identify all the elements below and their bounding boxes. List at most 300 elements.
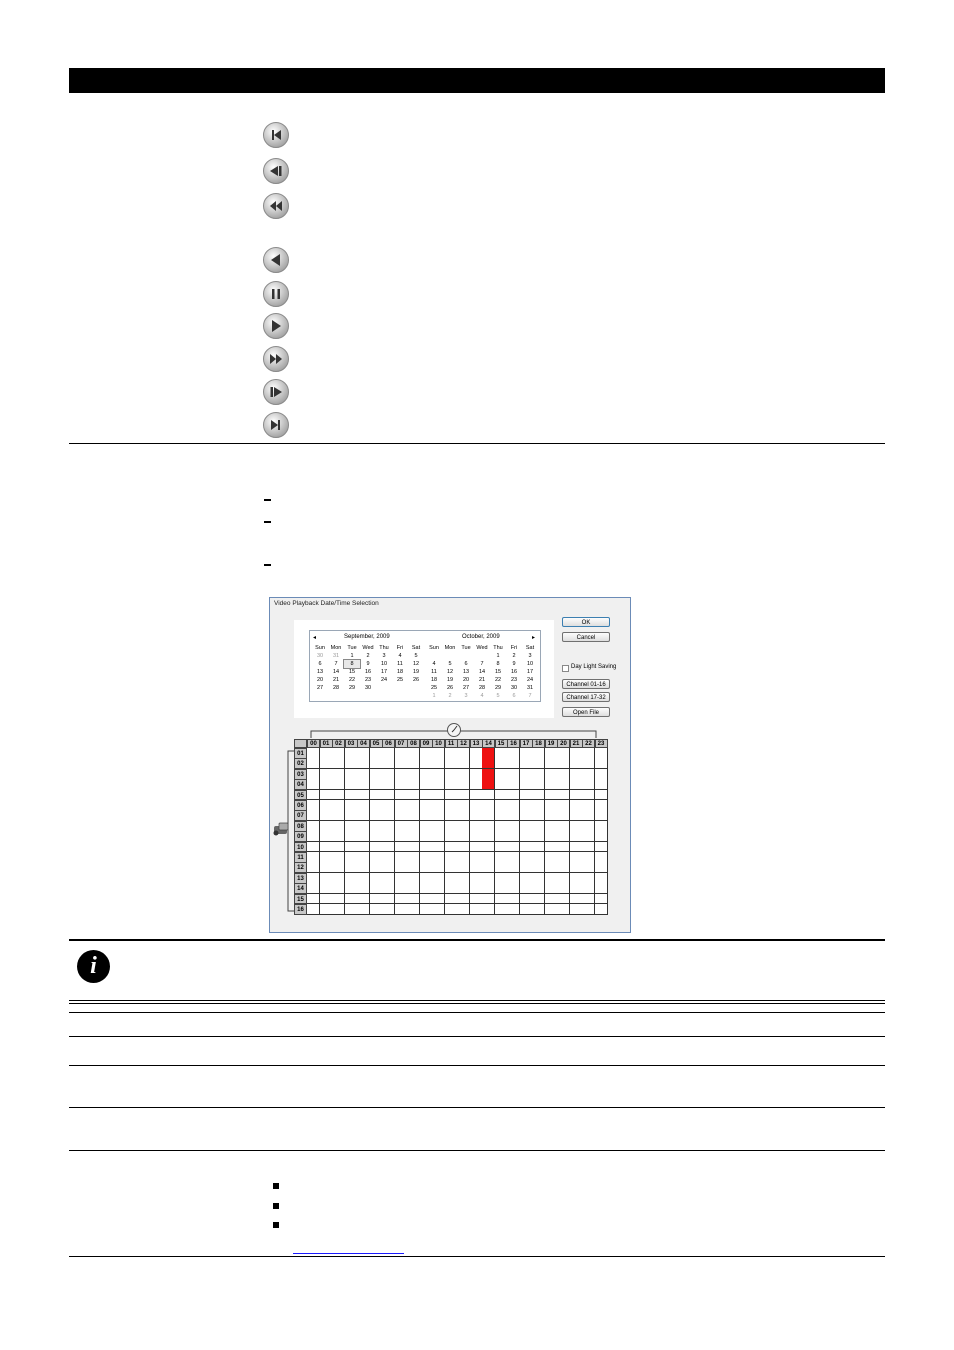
schedule-cell[interactable]	[470, 758, 483, 769]
calendar-day[interactable]: 9	[512, 661, 516, 667]
schedule-cell[interactable]	[545, 894, 558, 905]
schedule-cell[interactable]	[345, 810, 358, 821]
calendar-day[interactable]: 2	[512, 653, 516, 659]
schedule-cell[interactable]	[532, 779, 545, 790]
schedule-cell[interactable]	[432, 842, 445, 853]
schedule-cell[interactable]	[457, 748, 470, 759]
schedule-cell[interactable]	[432, 831, 445, 842]
schedule-cell[interactable]	[545, 842, 558, 853]
schedule-cell[interactable]	[582, 852, 595, 863]
calendar-day[interactable]: 23	[364, 677, 372, 683]
channel-header[interactable]: 07	[294, 810, 307, 821]
schedule-cell[interactable]	[582, 769, 595, 780]
schedule-cell[interactable]	[432, 748, 445, 759]
schedule-cell[interactable]	[470, 769, 483, 780]
schedule-cell[interactable]	[307, 769, 320, 780]
schedule-cell[interactable]	[407, 800, 420, 811]
schedule-cell[interactable]	[457, 842, 470, 853]
schedule-cell[interactable]	[432, 904, 445, 915]
schedule-cell[interactable]	[507, 862, 520, 873]
schedule-cell[interactable]	[357, 790, 370, 801]
schedule-cell[interactable]	[470, 894, 483, 905]
calendar-day[interactable]: 22	[494, 677, 502, 683]
schedule-cell[interactable]	[332, 894, 345, 905]
schedule-cell[interactable]	[557, 831, 570, 842]
schedule-cell[interactable]	[307, 873, 320, 884]
schedule-cell[interactable]	[320, 821, 333, 832]
calendar-day[interactable]: 4	[432, 661, 436, 667]
schedule-cell[interactable]	[470, 779, 483, 790]
schedule-cell[interactable]	[345, 790, 358, 801]
schedule-cell[interactable]	[495, 800, 508, 811]
schedule-cell[interactable]	[407, 769, 420, 780]
schedule-cell[interactable]	[507, 748, 520, 759]
schedule-cell[interactable]	[557, 779, 570, 790]
schedule-cell[interactable]	[445, 904, 458, 915]
schedule-cell[interactable]	[532, 748, 545, 759]
schedule-cell[interactable]	[507, 810, 520, 821]
channel-header[interactable]: 08	[294, 821, 307, 832]
schedule-cell[interactable]	[457, 894, 470, 905]
calendar-day[interactable]: 31	[526, 685, 534, 691]
schedule-cell[interactable]	[307, 883, 320, 894]
schedule-cell[interactable]	[557, 810, 570, 821]
schedule-cell[interactable]	[420, 790, 433, 801]
schedule-cell[interactable]	[382, 769, 395, 780]
schedule-cell[interactable]	[357, 904, 370, 915]
schedule-cell[interactable]	[457, 810, 470, 821]
day-light-saving-checkbox[interactable]	[562, 665, 569, 672]
schedule-cell[interactable]	[370, 800, 383, 811]
calendar-day[interactable]: 5	[496, 693, 500, 699]
schedule-cell[interactable]	[545, 748, 558, 759]
calendar-day[interactable]: 8	[344, 660, 360, 668]
hour-header[interactable]: 21	[570, 739, 583, 748]
schedule-cell[interactable]	[482, 883, 495, 894]
calendar-day[interactable]: 29	[348, 685, 356, 691]
calendar-day[interactable]: 18	[396, 669, 404, 675]
schedule-cell[interactable]	[470, 862, 483, 873]
schedule-cell[interactable]	[532, 904, 545, 915]
schedule-cell[interactable]	[445, 790, 458, 801]
schedule-cell[interactable]	[395, 758, 408, 769]
calendar-day[interactable]: 16	[510, 669, 518, 675]
calendar-day[interactable]: 13	[462, 669, 470, 675]
calendar-day[interactable]: 16	[364, 669, 372, 675]
schedule-cell[interactable]	[345, 852, 358, 863]
hour-header[interactable]: 23	[595, 739, 608, 748]
schedule-cell[interactable]	[470, 842, 483, 853]
schedule-cell[interactable]	[420, 758, 433, 769]
schedule-cell[interactable]	[595, 779, 608, 790]
hour-header[interactable]: 06	[382, 739, 395, 748]
calendar-day[interactable]: 28	[478, 685, 486, 691]
calendar-day[interactable]: 7	[480, 661, 484, 667]
calendar-day[interactable]: 5	[414, 653, 418, 659]
calendar-day[interactable]: 2	[448, 693, 452, 699]
schedule-cell[interactable]	[532, 862, 545, 873]
schedule-cell[interactable]	[307, 810, 320, 821]
schedule-cell[interactable]	[432, 821, 445, 832]
schedule-cell[interactable]	[507, 831, 520, 842]
schedule-cell[interactable]	[445, 883, 458, 894]
schedule-cell[interactable]	[432, 800, 445, 811]
schedule-cell[interactable]	[382, 883, 395, 894]
schedule-cell[interactable]	[382, 779, 395, 790]
calendar-day[interactable]: 30	[316, 653, 324, 659]
schedule-cell[interactable]	[357, 758, 370, 769]
schedule-cell[interactable]	[595, 790, 608, 801]
hour-header[interactable]: 00	[307, 739, 320, 748]
calendar-day[interactable]: 1	[432, 693, 436, 699]
schedule-cell[interactable]	[420, 894, 433, 905]
schedule-cell[interactable]	[345, 873, 358, 884]
schedule-cell[interactable]	[420, 748, 433, 759]
schedule-cell[interactable]	[345, 779, 358, 790]
schedule-cell[interactable]	[482, 758, 495, 769]
schedule-cell[interactable]	[307, 821, 320, 832]
schedule-cell[interactable]	[382, 904, 395, 915]
schedule-cell[interactable]	[420, 810, 433, 821]
schedule-cell[interactable]	[370, 821, 383, 832]
calendar-day[interactable]: 19	[412, 669, 420, 675]
channel-header[interactable]: 02	[294, 758, 307, 769]
hour-header[interactable]: 10	[432, 739, 445, 748]
calendar-day[interactable]: 21	[332, 677, 340, 683]
schedule-cell[interactable]	[545, 821, 558, 832]
open-file-button[interactable]: Open File	[562, 707, 610, 717]
schedule-cell[interactable]	[445, 769, 458, 780]
schedule-cell[interactable]	[420, 862, 433, 873]
schedule-cell[interactable]	[307, 904, 320, 915]
hour-header[interactable]: 05	[370, 739, 383, 748]
schedule-cell[interactable]	[470, 883, 483, 894]
schedule-cell[interactable]	[507, 842, 520, 853]
calendar-day[interactable]: 5	[448, 661, 452, 667]
schedule-cell[interactable]	[370, 883, 383, 894]
schedule-cell[interactable]	[320, 883, 333, 894]
schedule-cell[interactable]	[545, 790, 558, 801]
schedule-cell[interactable]	[332, 883, 345, 894]
channel-header[interactable]: 10	[294, 842, 307, 853]
schedule-cell[interactable]	[520, 831, 533, 842]
schedule-cell[interactable]	[532, 831, 545, 842]
calendar-day[interactable]: 24	[526, 677, 534, 683]
schedule-cell[interactable]	[395, 904, 408, 915]
calendar-day[interactable]: 17	[380, 669, 388, 675]
schedule-cell[interactable]	[482, 862, 495, 873]
schedule-cell[interactable]	[595, 852, 608, 863]
hour-header[interactable]: 07	[395, 739, 408, 748]
schedule-cell[interactable]	[357, 779, 370, 790]
schedule-cell[interactable]	[370, 862, 383, 873]
schedule-cell[interactable]	[545, 862, 558, 873]
calendar-day[interactable]: 20	[316, 677, 324, 683]
schedule-cell[interactable]	[570, 842, 583, 853]
schedule-cell[interactable]	[495, 862, 508, 873]
schedule-cell[interactable]	[582, 831, 595, 842]
schedule-cell[interactable]	[545, 852, 558, 863]
schedule-cell[interactable]	[457, 862, 470, 873]
schedule-cell[interactable]	[557, 769, 570, 780]
schedule-cell[interactable]	[482, 842, 495, 853]
schedule-cell[interactable]	[532, 842, 545, 853]
calendar-day[interactable]: 4	[398, 653, 402, 659]
schedule-cell[interactable]	[595, 904, 608, 915]
schedule-cell[interactable]	[370, 769, 383, 780]
schedule-cell[interactable]	[482, 873, 495, 884]
schedule-cell[interactable]	[420, 800, 433, 811]
schedule-cell[interactable]	[457, 831, 470, 842]
schedule-cell[interactable]	[395, 821, 408, 832]
schedule-cell[interactable]	[570, 790, 583, 801]
schedule-cell[interactable]	[320, 758, 333, 769]
schedule-cell[interactable]	[570, 758, 583, 769]
schedule-cell[interactable]	[582, 894, 595, 905]
schedule-cell[interactable]	[520, 748, 533, 759]
schedule-cell[interactable]	[582, 800, 595, 811]
channel-header[interactable]: 15	[294, 894, 307, 905]
calendar-day[interactable]: 27	[316, 685, 324, 691]
schedule-cell[interactable]	[307, 758, 320, 769]
schedule-cell[interactable]	[570, 894, 583, 905]
hour-header[interactable]: 20	[557, 739, 570, 748]
calendar-day[interactable]: 28	[332, 685, 340, 691]
schedule-cell[interactable]	[407, 852, 420, 863]
calendar-day[interactable]: 6	[318, 661, 322, 667]
schedule-cell[interactable]	[445, 873, 458, 884]
schedule-cell[interactable]	[595, 748, 608, 759]
schedule-cell[interactable]	[570, 821, 583, 832]
schedule-cell[interactable]	[445, 758, 458, 769]
schedule-cell[interactable]	[395, 842, 408, 853]
calendar-day[interactable]: 23	[510, 677, 518, 683]
schedule-cell[interactable]	[507, 790, 520, 801]
schedule-cell[interactable]	[532, 758, 545, 769]
schedule-cell[interactable]	[332, 800, 345, 811]
schedule-cell[interactable]	[357, 748, 370, 759]
schedule-cell[interactable]	[407, 862, 420, 873]
schedule-cell[interactable]	[332, 779, 345, 790]
schedule-cell[interactable]	[320, 894, 333, 905]
schedule-cell[interactable]	[495, 821, 508, 832]
calendar-day[interactable]: 12	[446, 669, 454, 675]
schedule-cell[interactable]	[595, 862, 608, 873]
schedule-cell[interactable]	[470, 800, 483, 811]
schedule-cell[interactable]	[570, 779, 583, 790]
calendar-day[interactable]: 13	[316, 669, 324, 675]
schedule-cell[interactable]	[570, 873, 583, 884]
schedule-cell[interactable]	[445, 831, 458, 842]
channel-header[interactable]: 01	[294, 748, 307, 759]
schedule-cell[interactable]	[582, 748, 595, 759]
calendar-day[interactable]: 29	[494, 685, 502, 691]
schedule-cell[interactable]	[570, 831, 583, 842]
schedule-cell[interactable]	[320, 769, 333, 780]
channel-header[interactable]: 09	[294, 831, 307, 842]
schedule-cell[interactable]	[582, 873, 595, 884]
schedule-cell[interactable]	[320, 800, 333, 811]
schedule-cell[interactable]	[445, 748, 458, 759]
schedule-cell[interactable]	[507, 779, 520, 790]
schedule-cell[interactable]	[357, 894, 370, 905]
schedule-cell[interactable]	[557, 758, 570, 769]
schedule-cell[interactable]	[470, 810, 483, 821]
schedule-cell[interactable]	[395, 779, 408, 790]
schedule-cell[interactable]	[407, 873, 420, 884]
schedule-cell[interactable]	[370, 852, 383, 863]
cancel-button[interactable]: Cancel	[562, 632, 610, 642]
schedule-cell[interactable]	[532, 821, 545, 832]
schedule-cell[interactable]	[520, 800, 533, 811]
schedule-cell[interactable]	[495, 831, 508, 842]
schedule-cell[interactable]	[395, 873, 408, 884]
schedule-cell[interactable]	[470, 790, 483, 801]
schedule-cell[interactable]	[582, 790, 595, 801]
schedule-cell[interactable]	[432, 873, 445, 884]
calendar-day[interactable]: 14	[332, 669, 340, 675]
schedule-cell[interactable]	[345, 904, 358, 915]
schedule-cell[interactable]	[445, 842, 458, 853]
calendar-day[interactable]: 21	[478, 677, 486, 683]
schedule-cell[interactable]	[445, 779, 458, 790]
schedule-cell[interactable]	[345, 883, 358, 894]
schedule-cell[interactable]	[495, 779, 508, 790]
schedule-cell[interactable]	[482, 831, 495, 842]
schedule-cell[interactable]	[370, 873, 383, 884]
schedule-cell[interactable]	[570, 810, 583, 821]
schedule-cell[interactable]	[595, 873, 608, 884]
schedule-cell[interactable]	[545, 883, 558, 894]
schedule-cell[interactable]	[532, 800, 545, 811]
schedule-cell[interactable]	[495, 758, 508, 769]
link-underline[interactable]	[293, 1253, 404, 1254]
calendar-day[interactable]: 25	[396, 677, 404, 683]
schedule-cell[interactable]	[495, 894, 508, 905]
schedule-cell[interactable]	[320, 779, 333, 790]
schedule-cell[interactable]	[595, 810, 608, 821]
channel-01-16-button[interactable]: Channel 01-16	[562, 679, 610, 689]
calendar-day[interactable]: 6	[512, 693, 516, 699]
schedule-cell[interactable]	[545, 800, 558, 811]
schedule-cell[interactable]	[307, 748, 320, 759]
hour-header[interactable]: 12	[457, 739, 470, 748]
schedule-cell[interactable]	[357, 831, 370, 842]
calendar-day[interactable]: 24	[380, 677, 388, 683]
schedule-cell[interactable]	[445, 862, 458, 873]
ok-button[interactable]: OK	[562, 617, 610, 627]
calendar-day[interactable]: 11	[397, 661, 403, 667]
schedule-cell[interactable]	[495, 873, 508, 884]
schedule-cell[interactable]	[332, 873, 345, 884]
schedule-cell[interactable]	[345, 831, 358, 842]
schedule-cell[interactable]	[507, 894, 520, 905]
schedule-cell[interactable]	[357, 810, 370, 821]
hour-header[interactable]: 19	[545, 739, 558, 748]
schedule-cell[interactable]	[332, 748, 345, 759]
schedule-cell[interactable]	[395, 769, 408, 780]
schedule-cell[interactable]	[532, 810, 545, 821]
schedule-cell[interactable]	[407, 894, 420, 905]
schedule-cell[interactable]	[595, 769, 608, 780]
schedule-cell[interactable]	[432, 852, 445, 863]
schedule-cell[interactable]	[382, 842, 395, 853]
hour-header[interactable]: 13	[470, 739, 483, 748]
schedule-cell[interactable]	[382, 758, 395, 769]
schedule-cell[interactable]	[357, 821, 370, 832]
schedule-cell[interactable]	[520, 758, 533, 769]
schedule-cell[interactable]	[320, 862, 333, 873]
schedule-cell[interactable]	[557, 852, 570, 863]
schedule-cell[interactable]	[582, 810, 595, 821]
schedule-cell[interactable]	[532, 790, 545, 801]
schedule-cell[interactable]	[582, 842, 595, 853]
schedule-cell[interactable]	[495, 769, 508, 780]
schedule-cell[interactable]	[407, 748, 420, 759]
schedule-cell[interactable]	[495, 904, 508, 915]
hour-header[interactable]: 22	[582, 739, 595, 748]
schedule-cell[interactable]	[470, 831, 483, 842]
calendar-day[interactable]: 15	[348, 669, 356, 675]
channel-header[interactable]: 13	[294, 873, 307, 884]
schedule-cell[interactable]	[407, 790, 420, 801]
schedule-cell[interactable]	[382, 800, 395, 811]
schedule-cell[interactable]	[532, 873, 545, 884]
schedule-cell[interactable]	[595, 842, 608, 853]
schedule-cell[interactable]	[320, 852, 333, 863]
schedule-cell[interactable]	[470, 821, 483, 832]
calendar-day[interactable]: 19	[446, 677, 454, 683]
schedule-cell[interactable]	[420, 779, 433, 790]
schedule-cell[interactable]	[357, 883, 370, 894]
schedule-cell[interactable]	[382, 810, 395, 821]
schedule-cell[interactable]	[520, 894, 533, 905]
schedule-cell[interactable]	[382, 748, 395, 759]
schedule-cell[interactable]	[370, 810, 383, 821]
schedule-cell[interactable]	[445, 810, 458, 821]
schedule-cell[interactable]	[407, 779, 420, 790]
channel-header[interactable]: 06	[294, 800, 307, 811]
schedule-cell[interactable]	[420, 821, 433, 832]
schedule-cell[interactable]	[520, 904, 533, 915]
schedule-cell[interactable]	[420, 842, 433, 853]
schedule-cell[interactable]	[470, 748, 483, 759]
schedule-cell[interactable]	[445, 800, 458, 811]
schedule-cell[interactable]	[345, 821, 358, 832]
schedule-cell[interactable]	[345, 894, 358, 905]
schedule-cell[interactable]	[357, 862, 370, 873]
schedule-cell[interactable]	[307, 800, 320, 811]
schedule-cell[interactable]	[382, 821, 395, 832]
schedule-cell[interactable]	[395, 810, 408, 821]
channel-header[interactable]: 05	[294, 790, 307, 801]
schedule-cell[interactable]	[407, 883, 420, 894]
schedule-cell[interactable]	[345, 800, 358, 811]
schedule-cell[interactable]	[557, 904, 570, 915]
schedule-cell[interactable]	[420, 904, 433, 915]
schedule-cell[interactable]	[407, 821, 420, 832]
schedule-cell[interactable]	[382, 790, 395, 801]
schedule-cell[interactable]	[507, 769, 520, 780]
calendar-day[interactable]: 4	[480, 693, 484, 699]
schedule-cell[interactable]	[307, 790, 320, 801]
schedule-cell[interactable]	[370, 842, 383, 853]
schedule-cell[interactable]	[507, 758, 520, 769]
schedule-cell[interactable]	[470, 904, 483, 915]
schedule-cell[interactable]	[345, 769, 358, 780]
schedule-cell[interactable]	[470, 852, 483, 863]
calendar-day[interactable]: 8	[496, 661, 500, 667]
